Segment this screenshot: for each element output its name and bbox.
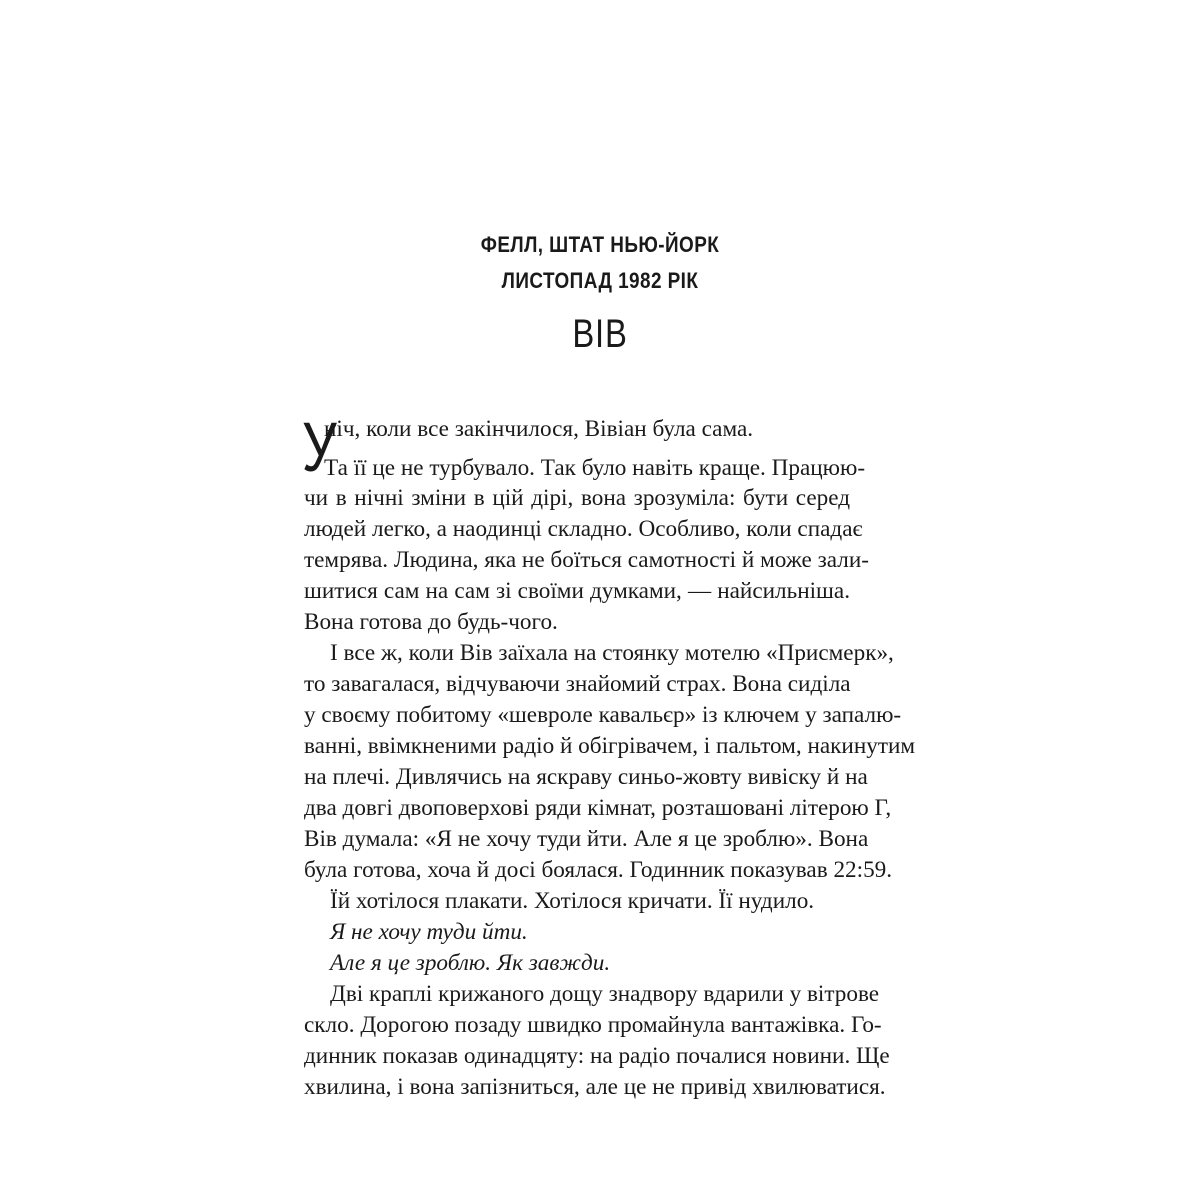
chapter-title: ВІВ [572,312,628,356]
text-line: І все ж, коли Вів заїхала на стоянку мотелю «Присмерк», [330,640,894,666]
text-line: у своєму побитому «шевроле кавальєр» із ключем у запалю- [304,702,902,728]
text-line: скло. Дорогою позаду швидко промайнула вантажівка. Го- [304,1012,882,1038]
drop-cap: У [302,408,337,486]
text-line: Дві краплі крижаного дощу знадвору вдарили у вітрове [330,981,880,1007]
text-line: темрява. Людина, яка не боїться самотності й може зали- [304,547,869,573]
text-line: шитися сам на сам зі своїми думками, — найсильніша. [304,578,850,604]
text-line: то завагалася, відчуваючи знайомий страх. Вона сиділа [304,671,851,697]
text-line: Та її це не турбувало. Так було навіть краще. Працюю- [324,455,866,481]
text-line: хвилина, і вона запізниться, але це не привід хвилюватися. [304,1074,886,1100]
text-line: Вона готова до будь-чого. [304,609,558,635]
text-line-italic: Я не хочу туди йти. [330,919,528,945]
text-line: чи в нічні зміни в цій дірі, вона зрозуміла: бути серед [304,485,850,511]
text-line: ванні, ввімкненими радіо й обігрівачем, і пальтом, накинутим [304,733,916,759]
text-line: людей легко, а наодинці складно. Особливо, коли спадає [304,516,863,542]
text-line: Вів думала: «Я не хочу туди йти. Але я це зроблю». Вона [304,826,869,852]
text-line: ніч, коли все закінчилося, Вівіан була сама. [324,416,754,442]
text-line: на плечі. Дивлячись на яскраву синьо-жовту вивіску й на [304,764,868,790]
text-line: Їй хотілося плакати. Хотілося кричати. Її нудило. [330,888,815,914]
location-heading: ФЕЛЛ, ШТАТ НЬЮ-ЙОРК [480,232,720,257]
text-line: два довгі двоповерхові ряди кімнат, розташовані літерою Г, [304,795,892,821]
text-line-italic: Але я це зроблю. Як завжди. [330,950,611,976]
text-line: динник показав одинадцяту: на радіо почалися новини. Ще [304,1043,890,1069]
text-line: була готова, хоча й досі боялася. Годинник показував 22:59. [304,857,893,883]
date-heading: ЛИСТОПАД 1982 РІК [501,268,699,293]
